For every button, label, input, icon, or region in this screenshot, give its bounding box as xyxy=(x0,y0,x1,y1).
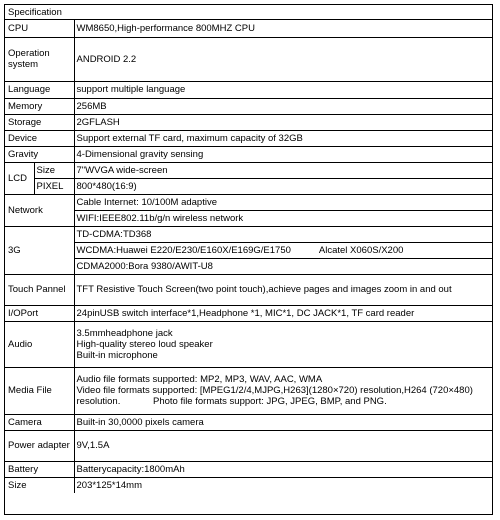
network-cable-value: Cable Internet: 10/100M adaptive xyxy=(74,194,492,210)
device-label: Device xyxy=(5,130,74,146)
lcd-size-label: Size xyxy=(34,162,74,178)
cpu-value: WM8650,High-performance 800MHZ CPU xyxy=(74,20,492,37)
size-label: Size xyxy=(5,477,74,493)
media-line3: Photo file formats support: JPG, JPEG, BMP, and PNG. xyxy=(152,396,387,407)
row-network-wifi xyxy=(5,210,492,226)
audio-line3: Built-in microphone xyxy=(76,349,158,361)
ioport-value: 24pinUSB switch interface*1,Headphone *1, MIC*1, DC JACK*1, TF card reader xyxy=(74,305,492,321)
device-value: Support external TF card, maximum capacity of 32GB xyxy=(74,130,492,146)
gravity-label: Gravity xyxy=(5,146,74,162)
audio-value xyxy=(74,321,492,367)
audio-label: Audio xyxy=(5,321,74,367)
row-gravity xyxy=(5,146,492,162)
row-device xyxy=(5,130,492,146)
row-battery xyxy=(5,461,492,477)
row-media xyxy=(5,367,492,414)
lcd-pixel-value: 800*480(16:9) xyxy=(74,178,492,194)
battery-value: Batterycapacity:1800mAh xyxy=(74,461,492,477)
camera-label: Camera xyxy=(5,414,74,430)
media-line1: Audio file formats supported: MP2, MP3, WAV, AAC, WMA xyxy=(76,374,323,385)
touch-label: Touch Pannel xyxy=(5,274,74,305)
row-power xyxy=(5,430,492,461)
audio-line2: High-quality stereo loud speaker xyxy=(76,338,213,350)
row-memory xyxy=(5,98,492,114)
network-wifi-value: WIFI:IEEE802.11b/g/n wireless network xyxy=(74,210,492,226)
media-line2: Video file formats supported: [MPEG1/2/4,MJPG,H263](1280×720) resolution,H264 (720×480) resolution. xyxy=(76,385,473,407)
row-touch xyxy=(5,274,492,305)
os-label: Operation system xyxy=(5,37,74,81)
storage-label: Storage xyxy=(5,114,74,130)
gravity-value: 4-Dimensional gravity sensing xyxy=(74,146,492,162)
row-3g-3 xyxy=(5,258,492,274)
network-label: Network xyxy=(5,194,74,226)
size-value: 203*125*14mm xyxy=(74,477,492,493)
row-lcd-size xyxy=(5,162,492,178)
language-label: Language xyxy=(5,81,74,98)
row-3g-1 xyxy=(5,226,492,242)
media-label: Media File xyxy=(5,367,74,414)
power-label: Power adapter xyxy=(5,430,74,461)
row-camera xyxy=(5,414,492,430)
spec-title: Specification xyxy=(5,5,492,20)
touch-value: TFT Resistive Touch Screen(two point touch),achieve pages and images zoom in and out xyxy=(74,274,492,305)
media-value xyxy=(74,367,492,414)
g3-line1: TD-CDMA:TD368 xyxy=(74,226,492,242)
battery-label: Battery xyxy=(5,461,74,477)
cpu-label: CPU xyxy=(5,20,74,37)
ioport-label: I/OPort xyxy=(5,305,74,321)
lcd-label: LCD xyxy=(5,162,34,194)
row-cpu xyxy=(5,20,492,37)
lcd-size-value: 7"WVGA wide-screen xyxy=(74,162,492,178)
os-value: ANDROID 2.2 xyxy=(74,37,492,81)
g3-line2 xyxy=(74,242,492,258)
g3-line3: CDMA2000:Bora 9380/AWIT-U8 xyxy=(74,258,492,274)
row-storage xyxy=(5,114,492,130)
g3-line2b: Alcatel X060S/X200 xyxy=(318,244,404,256)
storage-value: 2GFLASH xyxy=(74,114,492,130)
camera-value: Built-in 30,0000 pixels camera xyxy=(74,414,492,430)
g3-label: 3G xyxy=(5,226,74,274)
row-os xyxy=(5,37,492,81)
row-audio xyxy=(5,321,492,367)
row-size xyxy=(5,477,492,493)
g3-line2a: WCDMA:Huawei E220/E230/E160X/E169G/E1750 xyxy=(76,244,291,256)
memory-value: 256MB xyxy=(74,98,492,114)
spec-table xyxy=(5,20,492,493)
power-value: 9V,1.5A xyxy=(74,430,492,461)
spec-sheet xyxy=(4,4,493,515)
language-value: support multiple language xyxy=(74,81,492,98)
memory-label: Memory xyxy=(5,98,74,114)
lcd-pixel-label: PIXEL xyxy=(34,178,74,194)
row-3g-2 xyxy=(5,242,492,258)
row-lcd-pixel xyxy=(5,178,492,194)
row-language xyxy=(5,81,492,98)
row-network-cable xyxy=(5,194,492,210)
audio-line1: 3.5mmheadphone jack xyxy=(76,327,173,339)
row-ioport xyxy=(5,305,492,321)
